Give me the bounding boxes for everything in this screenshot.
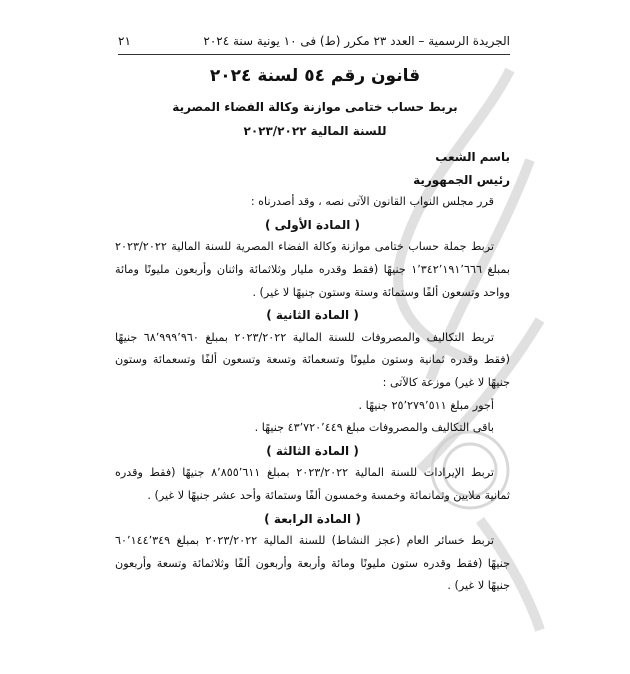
article-2-item-wages: أجور مبلغ ٢٥٬٢٧٩٬٥١١ جنيهًا .: [358, 398, 494, 412]
article-1-text: تربط جملة حساب ختامى موازنة وكالة الفضاء المصرية للسنة المالية ٢٠٢٣/٢٠٢٢ بمبلغ ١٬٣٤٢٬١٩١٬٦٦٦ جنيهًا (فقط وقدره مليار وثلاثمائة واثنان وأربعون مليونًا ومائة وواحد وتسعون ألفًا وستمائة وستة وستون جنيهًا لا غير) .: [115, 240, 510, 299]
article-3-heading: ( المادة الثالثة ): [266, 443, 359, 458]
header-gazette-title: الجريدة الرسمية – العدد ٢٣ مكرر (ط) فى ١٠ يونية سنة ٢٠٢٤: [203, 34, 510, 48]
article-2-item-other-costs: باقى التكاليف والمصروفات مبلغ ٤٣٬٧٢٠٬٤٤٩ جنيهًا .: [254, 421, 494, 435]
page-number: ٢١: [118, 34, 131, 48]
header-divider: [118, 54, 510, 55]
law-subtitle: بربط حساب ختامى موازنة وكالة الفضاء المصرية: [172, 100, 458, 114]
page-header: [118, 34, 510, 48]
article-1-heading: ( المادة الأولى ): [264, 217, 361, 232]
issuer-president: رئيس الجمهورية: [413, 172, 510, 187]
article-3-text: تربط الإيرادات للسنة المالية ٢٠٢٣/٢٠٢٢ بمبلغ ٨٬٨٥٥٬٦١١ جنيهًا (فقط وقدره ثمانية ملايين وثمانمائة وخمسة وخمسون ألفًا وستمائة وأحد عشر جنيهًا لا غير) .: [115, 466, 510, 502]
law-body: [115, 146, 510, 598]
article-2-heading: ( المادة الثانية ): [266, 308, 359, 323]
article-4-heading: ( المادة الرابعة ): [264, 511, 361, 526]
article-2-text: تربط التكاليف والمصروفات للسنة المالية ٢٠٢٣/٢٠٢٢ بمبلغ ٦٨٬٩٩٩٬٩٦٠ جنيهًا (فقط وقدره ثمانية وستون مليونًا وتسعمائة وتسعة وتسعون ألفًا وتسعمائة وستون جنيهًا لا غير) موزعة كالآتى :: [115, 330, 510, 389]
issuer-people: باسم الشعب: [435, 150, 510, 164]
preamble: قرر مجلس النواب القانون الآتى نصه ، وقد أصدرناه :: [250, 195, 494, 209]
article-4-text: تربط خسائر العام (عجز النشاط) للسنة المالية ٢٠٢٣/٢٠٢٢ بمبلغ ٦٠٬١٤٤٬٣٤٩ جنيهًا (فقط وقدره ستون مليونًا ومائة وأربعة وأربعون ألفًا وثلاثمائة وتسعة وأربعون جنيهًا لا غير) .: [115, 534, 510, 593]
law-title: قانون رقم ٥٤ لسنة ٢٠٢٤: [209, 66, 421, 86]
fiscal-year-line: للسنة المالية ٢٠٢٣/٢٠٢٢: [243, 124, 387, 138]
